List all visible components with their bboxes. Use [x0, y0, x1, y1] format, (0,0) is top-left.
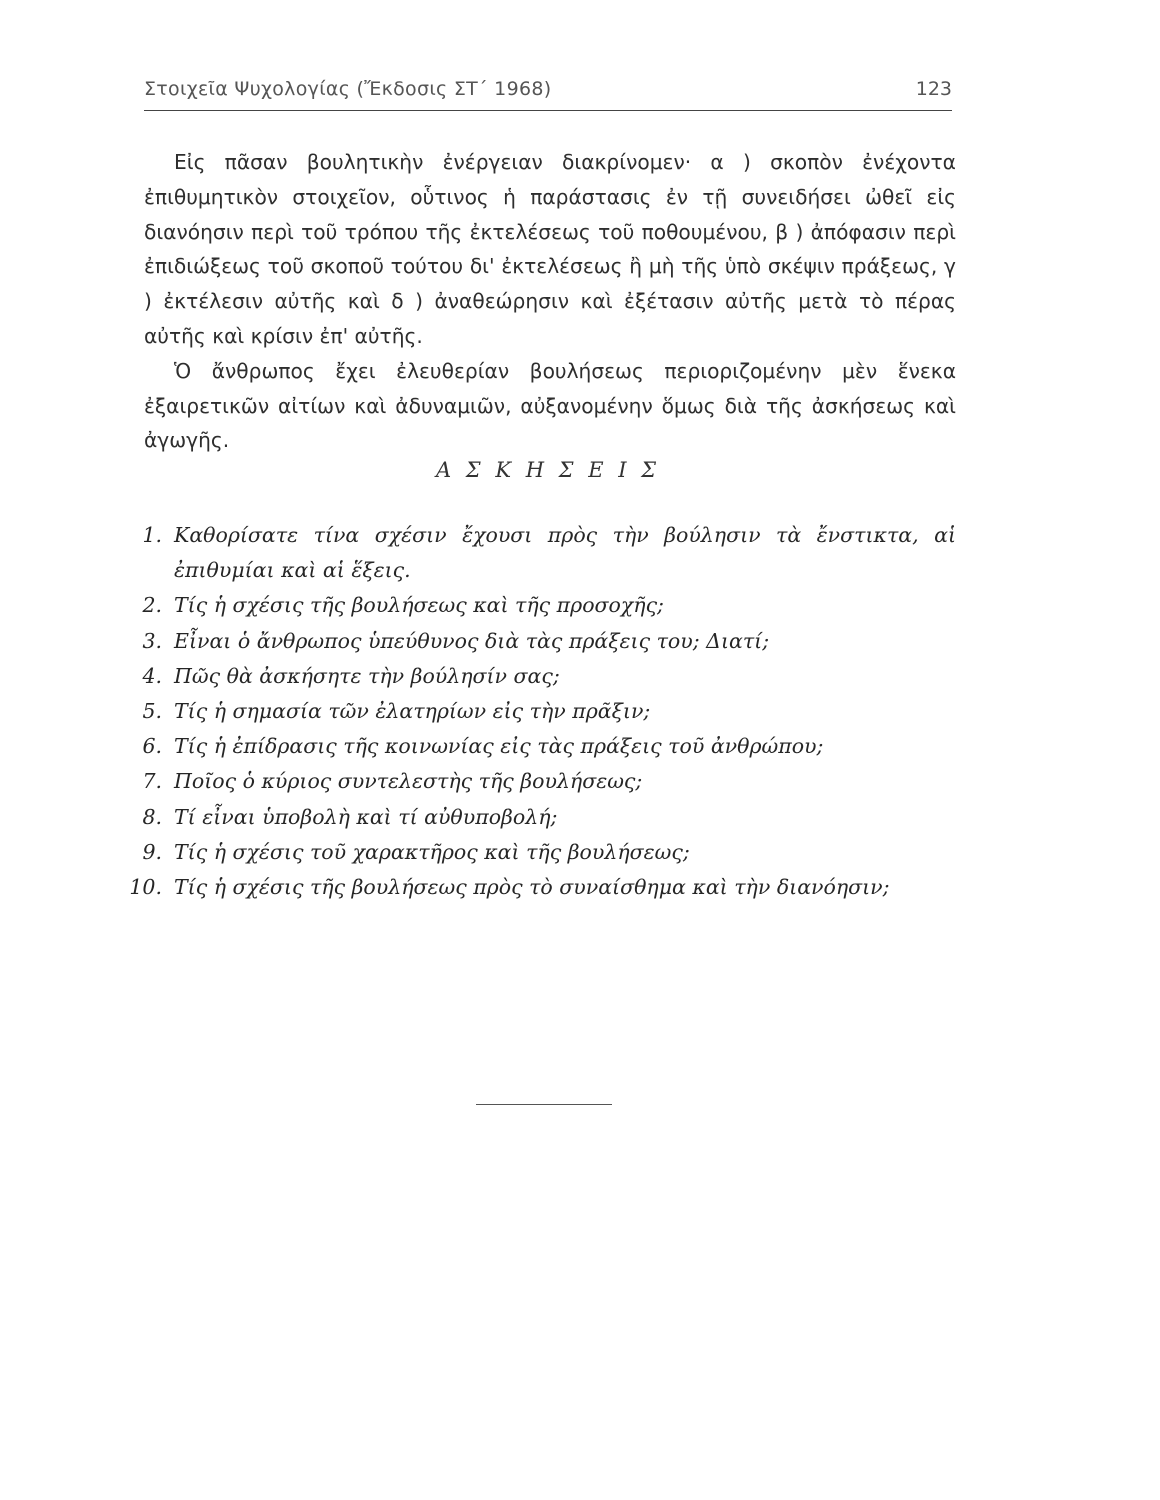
header-rule: [144, 110, 952, 111]
exercise-text: Πῶς θὰ ἀσκήσητε τὴν βούλησίν σας;: [174, 663, 560, 688]
exercise-text: Ποῖος ὁ κύριος συντελεστὴς τῆς βουλήσεως;: [174, 769, 643, 794]
exercise-text: Τίς ἡ σχέσις τῆς βουλήσεως καὶ τῆς προσοχῆς;: [174, 593, 664, 618]
exercise-number: 4.: [142, 663, 162, 688]
exercise-item: [120, 870, 956, 905]
exercise-number: 7.: [142, 769, 162, 794]
exercise-item: [120, 624, 956, 659]
exercise-item: [120, 694, 956, 729]
exercise-item: [120, 518, 956, 588]
exercise-text: Τίς ἡ σχέσις τῆς βουλήσεως πρὸς τὸ συναίσθημα καὶ τὴν διανόησιν;: [174, 875, 890, 900]
exercise-text: Τίς ἡ σημασία τῶν ἐλατηρίων εἰς τὴν πρᾶξιν;: [174, 699, 651, 724]
exercise-text: Τίς ἡ ἐπίδρασις τῆς κοινωνίας εἰς τὰς πράξεις τοῦ ἀνθρώπου;: [174, 734, 824, 759]
running-head: [144, 74, 952, 108]
exercise-item: [120, 764, 956, 799]
exercise-item: [120, 729, 956, 764]
exercise-item: [120, 588, 956, 623]
page-number: 123: [915, 78, 952, 100]
end-of-section-rule: [476, 1104, 612, 1105]
exercise-number: 3.: [142, 628, 162, 653]
exercise-text: Τί εἶναι ὑποβολὴ καὶ τί αὐθυποβολή;: [174, 804, 558, 829]
exercise-text: Τίς ἡ σχέσις τοῦ χαρακτῆρος καὶ τῆς βουλήσεως;: [174, 839, 690, 864]
exercise-item: [120, 835, 956, 870]
exercise-text: Καθορίσατε τίνα σχέσιν ἔχουσι πρὸς τὴν βούλησιν τὰ ἔνστικτα, αἱ ἐπιθυμίαι καὶ αἱ ἕξεις.: [174, 523, 956, 583]
exercise-number: 8.: [142, 804, 162, 829]
exercise-number: 5.: [142, 699, 162, 724]
exercises-list: [120, 518, 956, 905]
paragraph-will-stages: Εἰς πᾶσαν βουλητικὴν ἐνέργειαν διακρίνομεν· α ) σκοπὸν ἐνέχοντα ἐπιθυμητικὸν στοιχεῖον, οὗτινος ἡ παράστασις ἐν τῇ συνειδήσει ὠθεῖ εἰς διανόησιν περὶ τοῦ τρόπου τῆς ἐκτελέσεως τοῦ ποθουμένου, β ) ἀπόφασιν περὶ ἐπιδιώξεως τοῦ σκοποῦ τούτου δι' ἐκτελέσεως ἢ μὴ τῆς ὑπὸ σκέψιν πράξεως, γ ) ἐκτέλεσιν αὐτῆς καὶ δ ) ἀναθεώρησιν καὶ ἐξέτασιν αὐτῆς μετὰ τὸ πέρας αὐτῆς καὶ κρίσιν ἐπ' αὐτῆς.: [144, 150, 956, 348]
exercise-number: 10.: [129, 875, 162, 900]
exercise-text: Εἶναι ὁ ἄνθρωπος ὑπεύθυνος διὰ τὰς πράξεις του; Διατί;: [174, 628, 770, 653]
exercise-number: 9.: [142, 839, 162, 864]
exercise-number: 2.: [142, 593, 162, 618]
exercise-number: 6.: [142, 734, 162, 759]
exercise-number: 1.: [142, 523, 162, 547]
running-title: Στοιχεῖα Ψυχολογίας (Ἔκδοσις ΣΤ΄ 1968): [144, 78, 552, 100]
body-text: [144, 145, 956, 458]
exercise-item: [120, 800, 956, 835]
paragraph-free-will: Ὁ ἄνθρωπος ἔχει ἐλευθερίαν βουλήσεως περιοριζομένην μὲν ἕνεκα ἐξαιρετικῶν αἰτίων καὶ ἀδυναμιῶν, αὐξανομένην ὅμως διὰ τῆς ἀσκήσεως καὶ ἀγωγῆς.: [144, 358, 956, 453]
exercise-item: [120, 659, 956, 694]
exercises-heading: Α Σ Κ Η Σ Ε Ι Σ: [435, 458, 661, 482]
